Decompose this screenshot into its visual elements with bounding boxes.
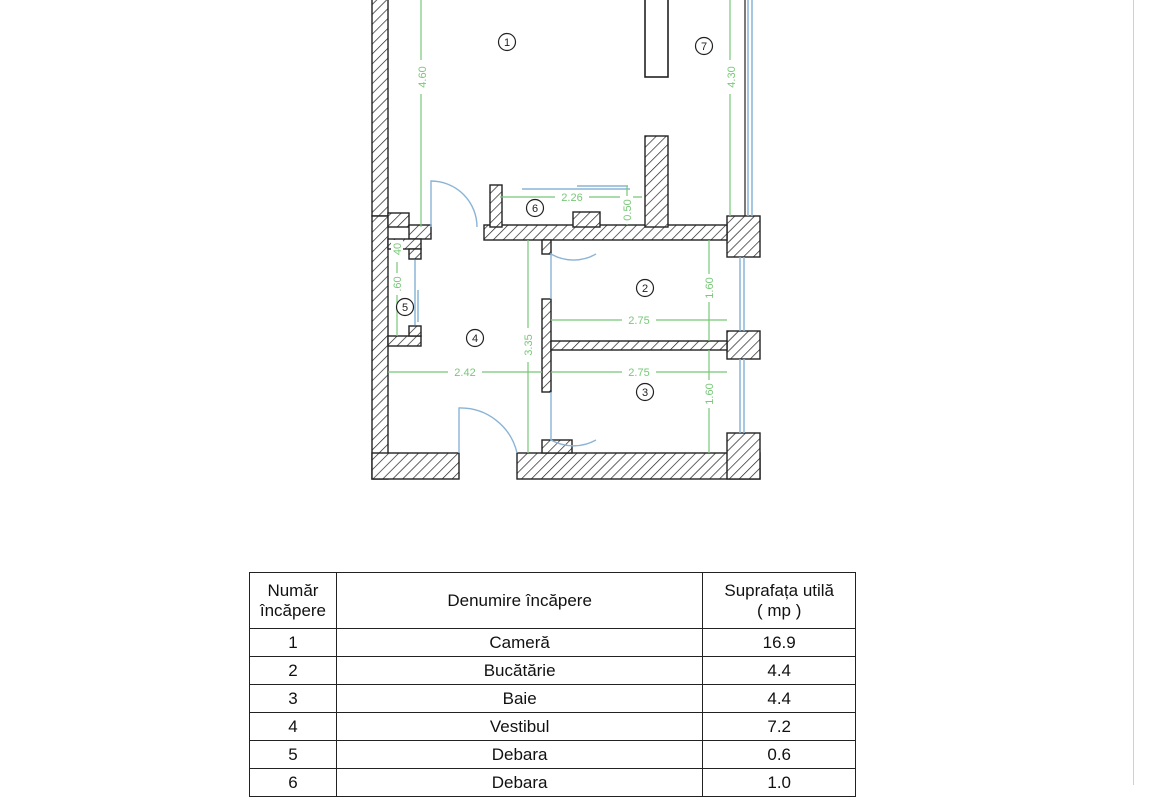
room-area-table <box>249 572 856 797</box>
cell-room-number: 6 <box>250 769 337 797</box>
wall-closet-left <box>490 185 502 227</box>
wall-room2-3 <box>551 341 727 350</box>
table-header-row <box>250 573 856 629</box>
header-room-number: Număr încăpere <box>250 573 337 629</box>
cell-room-number: 2 <box>250 657 337 685</box>
table-row <box>250 685 856 713</box>
svg-text:6: 6 <box>531 203 539 215</box>
dim-room1-height: 4.60 <box>417 66 429 88</box>
svg-text:1: 1 <box>503 37 511 49</box>
cell-room-name: Debara <box>336 769 703 797</box>
dim-room5-height: .60 <box>392 276 404 292</box>
dim-room2-height: 1.60 <box>704 277 716 299</box>
dim-room4-width: 2.42 <box>454 367 476 379</box>
header-usable-area: Suprafața utilă ( mp ) <box>703 573 856 629</box>
dim-room6-width: 2.26 <box>561 192 583 204</box>
dim-room4-height: 3.35 <box>523 334 535 356</box>
door-entrance <box>459 408 517 453</box>
wall-closet-mid <box>573 212 600 227</box>
wall-left-upper <box>372 0 388 216</box>
cell-room-number: 5 <box>250 741 337 769</box>
doors <box>431 181 596 453</box>
cell-room-area: 4.4 <box>703 685 856 713</box>
cell-room-area: 7.2 <box>703 713 856 741</box>
wall-stub-left <box>388 213 409 227</box>
cell-room-name: Cameră <box>336 629 703 657</box>
table-row <box>250 629 856 657</box>
svg-text:5: 5 <box>401 302 409 314</box>
cell-room-area: 1.0 <box>703 769 856 797</box>
cell-room-area: 0.6 <box>703 741 856 769</box>
wall-room2-left <box>542 240 551 254</box>
cell-room-name: Bucătărie <box>336 657 703 685</box>
wall-room5-bottom <box>388 336 421 346</box>
door-room1 <box>431 181 477 227</box>
cell-room-number: 1 <box>250 629 337 657</box>
page-edge-line <box>1133 0 1134 785</box>
wall-closet-right <box>645 136 668 227</box>
cell-room-area: 4.4 <box>703 657 856 685</box>
door-room3 <box>551 392 596 446</box>
table-row <box>250 713 856 741</box>
wall-room5-jamb-bottom <box>409 326 421 336</box>
walls <box>372 0 760 479</box>
wall-stub-left-2 <box>409 225 431 239</box>
svg-text:4: 4 <box>471 333 479 345</box>
cell-room-number: 3 <box>250 685 337 713</box>
svg-text:3: 3 <box>641 387 649 399</box>
wall-bottom-right <box>517 453 760 479</box>
wall-bottom-left <box>372 453 459 479</box>
cell-room-name: Vestibul <box>336 713 703 741</box>
cell-room-name: Debara <box>336 741 703 769</box>
cell-room-name: Baie <box>336 685 703 713</box>
column-element <box>645 0 668 77</box>
dim-room6-depth: 0.50 <box>622 199 634 221</box>
dim-room2-width: 2.75 <box>628 315 650 327</box>
door-room2 <box>551 254 596 299</box>
dim-room5-top: 40 <box>392 242 404 256</box>
dim-room3-height: 1.60 <box>704 383 716 405</box>
dim-room7-height: 4.30 <box>726 66 738 88</box>
wall-partition-vertical <box>542 299 551 392</box>
header-room-name: Denumire încăpere <box>336 573 703 629</box>
svg-text:2: 2 <box>641 283 649 295</box>
svg-text:7: 7 <box>700 41 708 53</box>
wall-room5-jamb-top <box>409 249 421 259</box>
wall-right-bottom <box>727 433 760 479</box>
cell-room-area: 16.9 <box>703 629 856 657</box>
cell-room-number: 4 <box>250 713 337 741</box>
table-row <box>250 657 856 685</box>
wall-room3-left-bottom <box>542 440 572 453</box>
wall-corridor-top <box>484 225 727 240</box>
dim-room3-width: 2.75 <box>628 367 650 379</box>
table-row <box>250 769 856 797</box>
wall-right-top <box>727 216 760 257</box>
wall-left-lower <box>372 216 388 479</box>
wall-right-middle <box>727 331 760 359</box>
table-row <box>250 741 856 769</box>
